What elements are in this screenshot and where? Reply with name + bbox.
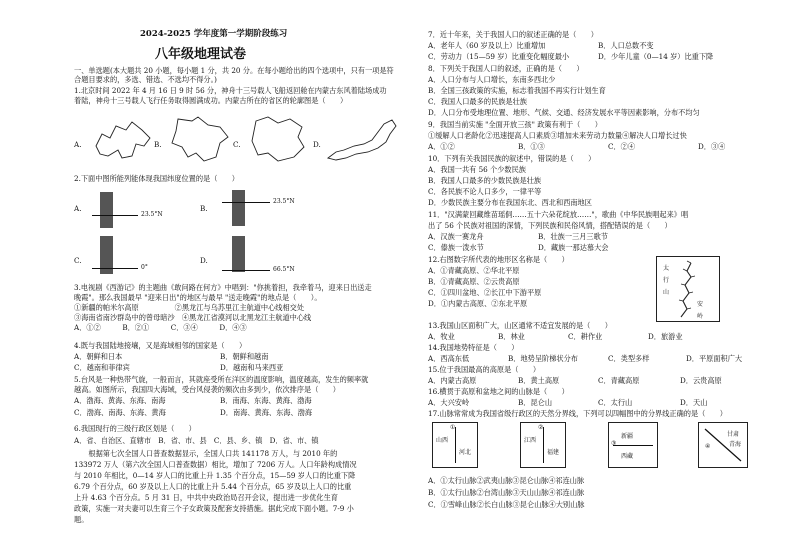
boundary-3-south: 西藏 [621, 453, 634, 460]
latitude-label-b: 23.5°N [273, 198, 295, 205]
q2-option-c[interactable]: C. [74, 256, 82, 265]
q4-stem: 4.既与我国陆地接壤，又是海域相邻的国家是（ ） [74, 341, 247, 350]
q16-stem: 16.横贯于高原和盆地之间的山脉是（ ） [428, 387, 569, 396]
latitude-line-b [222, 202, 270, 203]
boundary-2-number: ② [538, 424, 544, 431]
q14-option-a[interactable]: A．西高东低 [428, 354, 470, 363]
q7-option-c[interactable]: C．劳动力（15—59 岁）比重变化幅度最小 [428, 52, 570, 61]
passage-line-4: 6.79 个百分点，60 岁及以上人口的比重上升 5.44 个百分点，65 岁及以上人口的比重 [74, 482, 352, 491]
q17-option-b[interactable]: B．①太行山脉②台湾山脉③天山山脉④祁连山脉 [428, 488, 585, 497]
boundary-1-east: 河北 [459, 449, 472, 456]
latitude-label-c: 0° [141, 264, 148, 271]
province-outline-b [168, 113, 232, 165]
q13-option-b[interactable]: B．林业 [498, 332, 525, 341]
q2-stem: 2.下面中图所能列能体现我国纬度位置的是（ ） [74, 174, 239, 183]
q16-option-d[interactable]: D．天山 [680, 398, 708, 407]
latitude-line-c [92, 268, 138, 269]
q1-option-b[interactable]: B. [154, 140, 162, 149]
passage-line-1: 根据第七次全国人口普查数据显示，全国人口共 141178 万人，与 2010 年的 [74, 449, 338, 458]
territory-bar-a [100, 192, 113, 228]
q2-option-b[interactable]: B. [200, 204, 208, 213]
q5-line1: 5.台风是一种热带气旋，一般而言，其就座受所在洋区的温度影响，温度越高，发生的频率就 [74, 375, 369, 384]
q11-option-d[interactable]: D．藏族一那达慕大会 [538, 243, 609, 252]
latitude-label-d: 66.5°N [273, 266, 295, 273]
q15-option-c[interactable]: C．青藏高原 [598, 376, 640, 385]
q4-option-c[interactable]: C．越南和菲律宾 [74, 363, 130, 372]
boundary-3-number: ③ [611, 440, 617, 447]
q5-option-c[interactable]: C．渤海、南海、东海、黄海 [74, 408, 166, 417]
boundary-box-3 [608, 422, 658, 468]
latitude-label-a: 23.5°N [141, 211, 163, 218]
q10-option-b[interactable]: B．我国人口最多的少数民族是壮族 [428, 176, 542, 185]
q11-option-a[interactable]: A．汉族一赛龙舟 [428, 232, 484, 241]
q14-option-c[interactable]: C．类型多样 [608, 354, 650, 363]
latitude-line-a [92, 215, 138, 216]
q9-option-b[interactable]: B．①③ [518, 142, 545, 151]
q17-option-a[interactable]: A．①太行山脉②武夷山脉③昆仑山脉④祁连山脉 [428, 476, 585, 485]
q11-line2: 出了 56 个民族对祖国的深情，下列民族和民俗风情，搭配错误的是（ ） [428, 221, 672, 230]
q7-stem: 7．近十年来，关于我国人口的叙述正确的是（ ） [428, 30, 598, 39]
q9-stem: 9．我国当前实施 "全面开放三孩" 政策有利于（ ） [428, 120, 602, 129]
boundary-2-east: 福建 [547, 449, 560, 456]
q13-option-d[interactable]: D．旅游业 [648, 332, 683, 341]
boundary-1-number: ① [450, 424, 456, 431]
q15-option-d[interactable]: D．云贵高原 [680, 376, 722, 385]
boundary-4-number: ④ [705, 443, 711, 450]
q1-option-c[interactable]: C. [233, 140, 241, 149]
q13-option-a[interactable]: A．牧业 [428, 332, 455, 341]
province-outline-d [324, 118, 398, 162]
q3-options[interactable]: A．①② B．②① C．③④ D．④③ [74, 323, 247, 332]
q11-option-b[interactable]: B．壮族一三月三歌节 [538, 232, 608, 241]
map-label-3: 山 [663, 289, 670, 296]
map-label-1: 太 [663, 265, 670, 272]
passage-line-6: 政策，实施一对夫妻可以生育三个子女政策及配套支持措施。据此完成下面小题。7-9 小 [74, 504, 354, 513]
territory-bar-b [232, 190, 245, 226]
q3-statement-2: ③海南省南沙群岛中的曾母暗沙 ④黑龙江省漠河以北黑龙江主航道中心线 [74, 313, 312, 322]
passage-line-7: 题。 [74, 515, 89, 524]
section-heading: 一、单选题(本大题共 20 小题，每小题 1 分，共 20 分。在每小题给出的四个选项中，只有一项是符合题目要求的，多选、错选、不选均不得分。) [74, 66, 394, 84]
q16-option-b[interactable]: B．昆仑山 [518, 398, 553, 407]
q10-stem: 10．下列有关我国民族的叙述中，错误的是（ ） [428, 154, 596, 163]
q10-option-d[interactable]: D．少数民族主要分布在我国东北、西北和西南地区 [428, 198, 592, 207]
q5-option-a[interactable]: A．渤海、黄海、东海、南海 [74, 396, 166, 405]
q9-option-d[interactable]: D．③④ [698, 142, 726, 151]
boundary-line-2 [543, 427, 544, 463]
q2-option-a[interactable]: A. [74, 204, 82, 213]
boundary-box-2 [520, 422, 566, 468]
map-label-5: 岭 [697, 313, 704, 320]
q17-option-c[interactable]: C．①雪峰山脉②长白山脉③昆仑山脉④大别山脉 [428, 500, 585, 509]
q12-option-a[interactable]: A．①青藏高原、②华北平原 [428, 266, 520, 275]
q12-option-c[interactable]: C．①四川盆地、②长江中下游平原 [428, 288, 542, 297]
q8-stem: 8．下列关于我国人口的叙述，正确的是（ ） [428, 64, 584, 73]
q8-option-b[interactable]: B．全国三孩政策的实施，标志着我国不再实行计划生育 [428, 86, 606, 95]
q15-stem: 15.位于我国最高的高原是（ ） [428, 365, 541, 374]
latitude-line-d [222, 270, 270, 271]
q1-stem-line1: 1.北京时间 2022 年 4 月 16 日 9 时 56 分，神舟十三号载人飞船返回舱在内蒙古东风着陆场成功 [74, 86, 387, 95]
q3-statement-1: ①新疆的帕米尔高原 ②黑龙江与乌苏里江主航道中心线相交处 [74, 303, 305, 312]
q8-option-c[interactable]: C．我国人口最多的民族是壮族 [428, 97, 527, 106]
q5-line2: 越高。如图所示，我国四大海域，受台风侵袭的频次由多到少，依次排序是（ ） [74, 385, 340, 394]
q11-option-c[interactable]: C．傣族一泼水节 [428, 243, 484, 252]
q13-stem: 13.我国山区面积广大，山区通常不适宜发展的是（ ） [428, 321, 612, 330]
q7-option-b[interactable]: B．人口总数不变 [598, 41, 654, 50]
q14-option-b[interactable]: B．地势呈阶梯状分布 [508, 354, 578, 363]
passage-line-2: 133972 万人（第六次全国人口普查数据）相比，增加了 7206 万人。人口年龄构成情况 [74, 460, 357, 469]
passage-line-3: 与 2010 年相比，0—14 岁人口的比重上升 1.35 个百分点，15—59 岁人口的比重下降 [74, 471, 356, 480]
boundary-2-west: 江西 [524, 437, 537, 444]
q1-option-a[interactable]: A. [74, 140, 82, 149]
q10-option-a[interactable]: A．我国一共有 56 个少数民族 [428, 165, 526, 174]
territory-bar-d [232, 236, 245, 272]
boundary-3-north: 新疆 [621, 433, 634, 440]
q14-stem: 14.我国地势特征是（ ） [428, 343, 519, 352]
q16-option-c[interactable]: C．太行山 [598, 398, 633, 407]
q1-option-d[interactable]: D. [313, 140, 321, 149]
q7-option-a[interactable]: A．老年人（60 岁及以上）比重增加 [428, 41, 546, 50]
q16-option-a[interactable]: A．大兴安岭 [428, 398, 470, 407]
q12-stem: 12.右图数字所代表的地形区名称是（ ） [428, 255, 569, 264]
q8-option-a[interactable]: A．人口分布与人口增长，东南多西北少 [428, 75, 556, 84]
term-header: 2024-2025 学年度第一学期阶段练习 [140, 29, 288, 39]
boundary-box-4 [698, 422, 748, 468]
q9-statements: ①缓解人口老龄化②迅速提高人口素质③增加未来劳动力数量④解决人口增长过快 [428, 131, 687, 140]
boundary-4-east: 青海 [729, 441, 742, 448]
passage-line-5: 上升 4.63 个百分点。5 月 31 日，中共中央政治局召开会议，提出进一步优化生育 [74, 493, 338, 502]
q15-option-a[interactable]: A．内蒙古高原 [428, 376, 477, 385]
map-label-4: 安 [697, 301, 704, 308]
q10-option-c[interactable]: C．各民族不论人口多少，一律平等 [428, 187, 542, 196]
q15-option-b[interactable]: B．黄土高原 [518, 376, 560, 385]
q3-line1: 3.电视剧《西游记》的主题曲《敢问路在何方》中唱到："你挑着担，我牵着马，迎来日出送走 [74, 283, 372, 292]
boundary-box-1 [432, 422, 478, 468]
boundary-1-west: 山西 [436, 437, 449, 444]
boundary-4-northeast: 甘肃 [727, 431, 740, 438]
q1-stem-line2: 着陆，神舟十三号载人飞行任务取得圆满成功。内蒙古所在的省区的轮廓图是（ ） [74, 96, 348, 105]
boundary-line-3 [613, 445, 653, 446]
q2-option-d[interactable]: D. [200, 256, 208, 265]
q11-line1: 11．"汉满蒙回藏维苗瑶侗……五十六朵花绽放……"，歌曲《中华民族唱起来》唱 [428, 210, 689, 219]
q6-stem: 6.我国现行的三级行政区划是（ ） [74, 424, 196, 433]
q14-option-d[interactable]: D．平原面积广大 [686, 354, 743, 363]
q13-option-c[interactable]: C．耕作业 [568, 332, 603, 341]
q5-option-b[interactable]: B．南海、东海、黄海、渤海 [220, 396, 312, 405]
q4-option-b[interactable]: B．朝鲜和越南 [220, 352, 269, 361]
q4-option-d[interactable]: D．越南和马来西亚 [220, 363, 284, 372]
terrain-map [656, 256, 720, 322]
page-title: 八年级地理试卷 [155, 47, 247, 62]
q7-option-d[interactable]: D．少年儿童（0—14 岁）比重下降 [598, 52, 714, 61]
q3-line2: 晚霞"。那么我国最早 "迎来日出"的地区与最早 "送走晚霞"的地点是（ ）。 [74, 293, 322, 302]
q9-option-c[interactable]: C．②④ [608, 142, 636, 151]
q8-option-d[interactable]: D．人口分布受地理位置、地形、气候、交通、经济发展水平等因素影响，分布不均匀 [428, 108, 700, 117]
province-outline-c [248, 113, 308, 165]
q12-option-b[interactable]: B．①青藏高原、②云贵高原 [428, 277, 520, 286]
province-outline-a [92, 116, 154, 164]
q6-options[interactable]: A．省、自治区、直辖市 B．省、市、县 C．县、乡、镇 D．省、市、镇 [74, 436, 319, 445]
q4-option-a[interactable]: A．朝鲜和日本 [74, 352, 123, 361]
map-label-2: 行 [663, 277, 670, 284]
q17-stem: 17.山脉常常成为我国省级行政区的天然分界线，下列可以四幅图中的分界线正确的是（ ） [428, 409, 727, 418]
q5-option-d[interactable]: D．南海、黄海、东海、渤海 [220, 408, 313, 417]
q9-option-a[interactable]: A．①② [428, 142, 455, 151]
q12-option-d[interactable]: D．①内蒙古高原、②东北平原 [428, 299, 528, 308]
boundary-line-1 [455, 427, 456, 463]
